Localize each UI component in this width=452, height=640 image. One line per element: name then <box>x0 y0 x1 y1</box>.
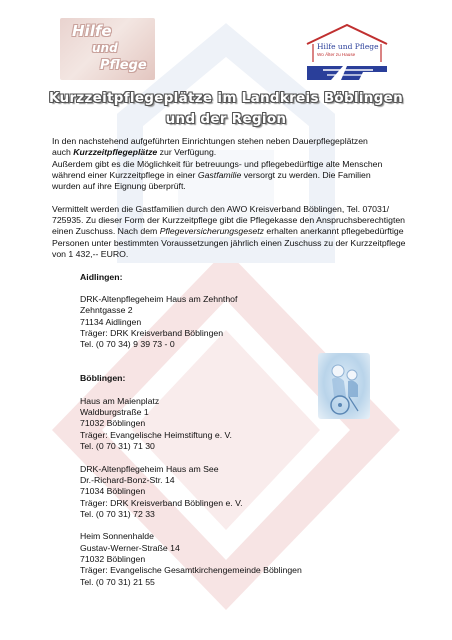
facility-entry <box>80 464 424 520</box>
intro-line: während einer Kurzzeitpflege in einer Gastfamilie versorgt zu werden. Die Familien <box>52 169 371 180</box>
document-body <box>52 136 424 588</box>
facility-entry <box>80 531 424 587</box>
facility-carrier: Träger: DRK Kreisverband Böblingen <box>80 328 224 339</box>
intro-line: In den nachstehend aufgeführten Einrichtungen stehen neben Dauerpflegeplätzen <box>52 136 368 146</box>
facility-carrier: Träger: Evangelische Heimstiftung e. V. <box>80 429 232 440</box>
facility-street: Zehntgasse 2 <box>80 305 133 316</box>
intro-line: wurden auf ihre Eignung überprüft. <box>52 181 186 192</box>
facility-phone: Tel. (0 70 31) 72 33 <box>80 508 155 519</box>
emphasis-kurzzeitpflegeplaetze: Kurzzeitpflegeplätze <box>73 147 158 158</box>
intro-line: auch Kurzzeitpflegeplätze zur Verfügung. <box>52 147 217 158</box>
hilfe-und-pflege-logo-right <box>303 22 391 86</box>
facility-carrier: Träger: Evangelische Gesamtkirchengemeinde Böblingen <box>80 565 302 576</box>
emphasis-gastfamilie: Gastfamilie <box>197 169 242 180</box>
facility-phone: Tel. (0 70 31) 71 30 <box>80 441 155 452</box>
facility-city: 71032 Böblingen <box>80 418 146 429</box>
facility-city: 71134 Aidlingen <box>80 316 142 327</box>
title-line-1: Kurzzeitpflegeplätze im Landkreis Böblingen <box>48 90 404 106</box>
logo-tagline: Wo Älter zu Hause <box>317 52 356 57</box>
hilfe-und-pflege-logo-left <box>60 18 155 80</box>
facility-street: Gustav-Werner-Straße 14 <box>80 542 180 553</box>
paragraph-line: Personen unter bestimmten Voraussetzungen jährlich einen Zuschuss zu der Kurzzeitpflege <box>52 237 406 248</box>
facility-list <box>80 272 424 588</box>
facility-street: Dr.-Richard-Bonz-Str. 14 <box>80 474 175 485</box>
paragraph-line: einen Zuschuss. Nach dem Pflegeversicherungsgesetz erhalten anerkannt pflegebedürftige <box>52 226 404 237</box>
facility-name: Heim Sonnenhalde <box>80 531 154 542</box>
facility-city: 71032 Böblingen <box>80 553 146 564</box>
paragraph-line: 725935. Zu dieser Form der Kurzzeitpflege gibt die Pflegekasse den Anspruchsberechtigten <box>52 215 406 226</box>
facility-entry <box>80 294 424 350</box>
logo-word-und: und <box>92 41 118 55</box>
intro-line: Außerdem gibt es die Möglichkeit für betreuungs- und pflegebedürftige alte Menschen <box>52 158 383 169</box>
page-title <box>0 88 452 130</box>
emphasis-pflegeversicherungsgesetz: Pflegeversicherungsgesetz <box>159 226 264 237</box>
logo-title: Hilfe und Pflege <box>317 42 379 51</box>
paragraph-line: von 1 432,-- EURO. <box>52 248 129 259</box>
facility-entry <box>80 396 424 452</box>
title-line-2: und der Region <box>165 111 287 127</box>
paragraph-line: Vermittelt werden die Gastfamilien durch den AWO Kreisverband Böblingen, Tel. 07031/ <box>52 203 390 214</box>
facility-street: Waldburgstraße 1 <box>80 407 149 418</box>
facility-carrier: Träger: DRK Kreisverband Böblingen e. V. <box>80 497 243 508</box>
section-heading-aidlingen: Aidlingen: <box>80 271 123 282</box>
facility-phone: Tel. (0 70 31) 21 55 <box>80 576 155 587</box>
logo-word-hilfe: Hilfe <box>72 22 112 40</box>
facility-name: DRK-Altenpflegeheim Haus am See <box>80 463 219 474</box>
logo-word-pflege: Pflege <box>100 58 147 73</box>
facility-phone: Tel. (0 70 34) 9 39 73 - 0 <box>80 339 175 350</box>
facility-city: 71034 Böblingen <box>80 486 146 497</box>
facility-name: Haus am Maienplatz <box>80 395 160 406</box>
facility-name: DRK-Altenpflegeheim Haus am Zehnthof <box>80 294 238 305</box>
section-heading-boeblingen: Böblingen: <box>80 373 126 384</box>
